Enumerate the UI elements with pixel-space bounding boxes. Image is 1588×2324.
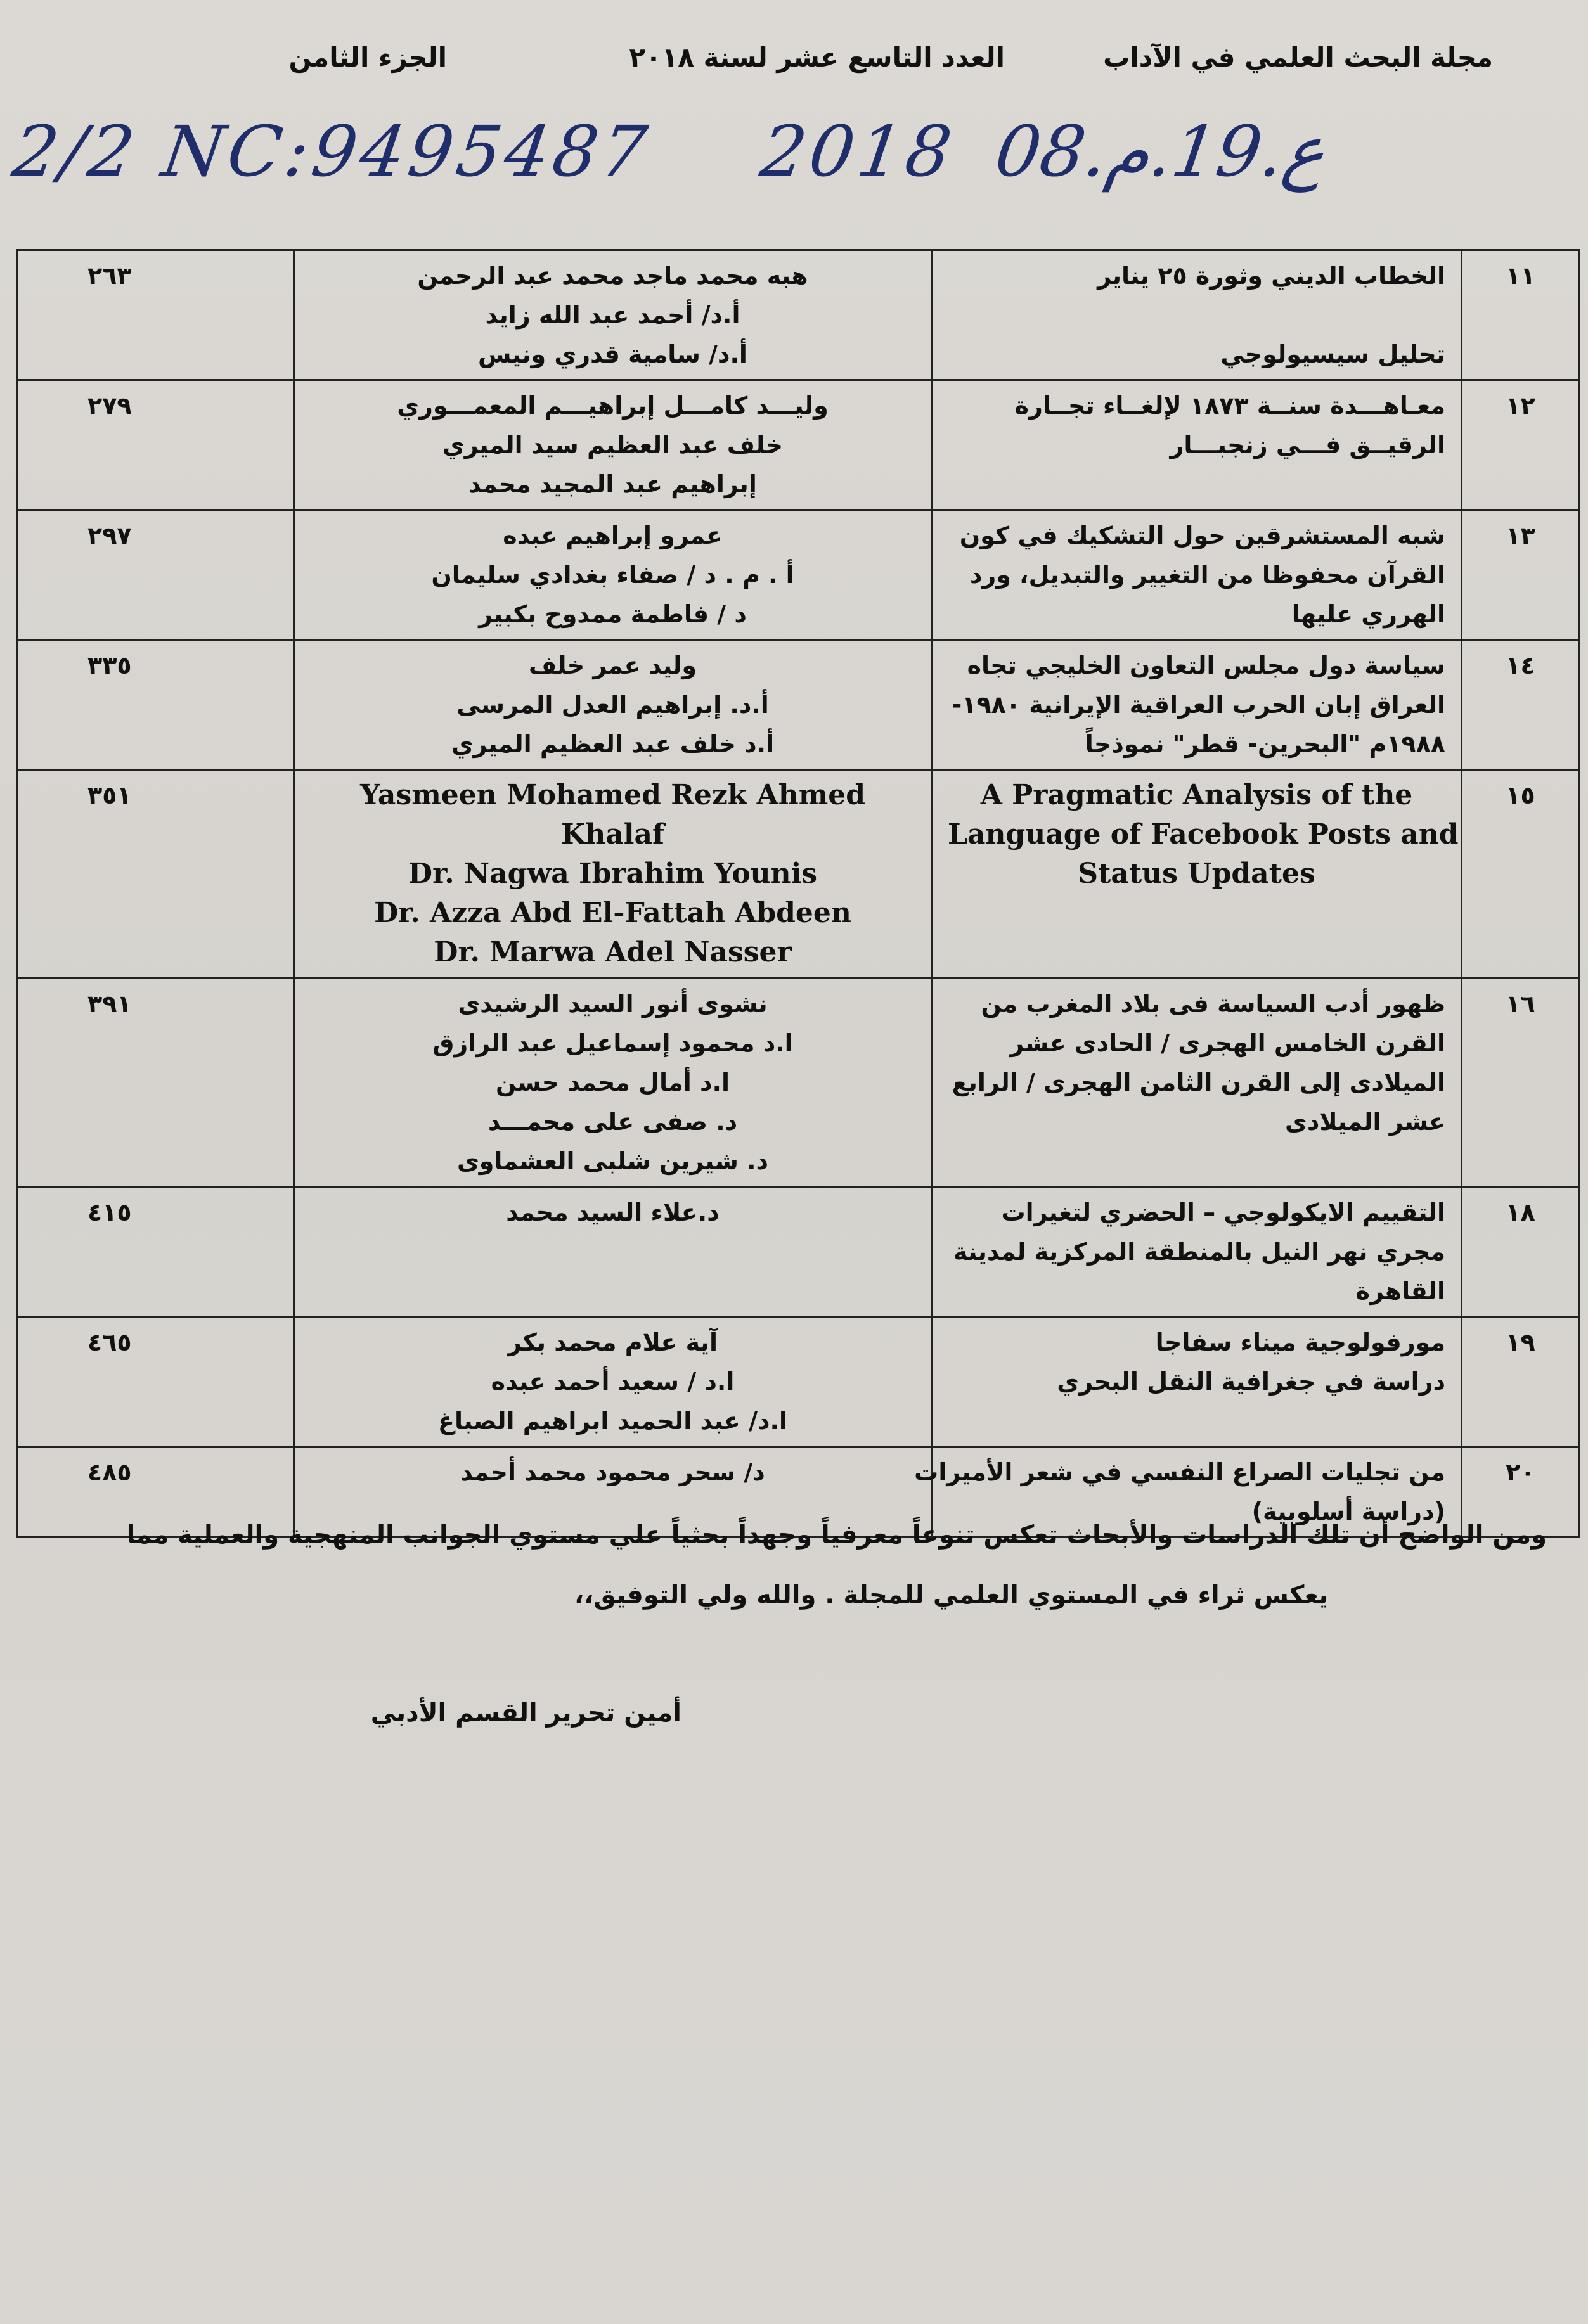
research-authors [294, 1187, 932, 1317]
title-line: معـاهـــدة سنــة ١٨٧٣ لإلغــاء تجــارة [1014, 392, 1445, 420]
research-authors [294, 1317, 932, 1447]
author-line: ا.د محمود إسماعيل عبد الرازق [432, 1029, 793, 1057]
row-number: ١٩ [1462, 1317, 1580, 1447]
row-number: ١٤ [1462, 640, 1580, 770]
title-line: الخطاب الديني وثورة ٢٥ يناير [1097, 262, 1445, 290]
page-number: ٤٦٥ [17, 1317, 294, 1447]
author-line: هبه محمد ماجد محمد عبد الرحمن [417, 262, 808, 290]
handwritten-annotation [0, 111, 1535, 206]
author-line: ا.د/ عبد الحميد ابراهيم الصباغ [438, 1407, 787, 1435]
research-authors [294, 640, 932, 770]
author-line: إبراهيم عبد المجيد محمد [468, 470, 757, 498]
title-line: القاهرة [1355, 1277, 1445, 1305]
author-line: Dr. Nagwa Ibrahim Younis [408, 857, 818, 890]
research-authors [294, 770, 932, 979]
author-line: وليد عمر خلف [528, 652, 697, 679]
title-line: (دراسة أسلوبية) [1251, 1498, 1445, 1525]
closing-line-2: يعكس ثراء في المستوي العلمي للمجلة . والله ولي التوفيق،، [574, 1581, 1328, 1610]
title-line: القرن الخامس الهجرى / الحادى عشر [1010, 1029, 1445, 1057]
title-line: القرآن محفوظا من التغيير والتبديل، ورد [969, 561, 1445, 589]
contents-table-body [17, 250, 1580, 1538]
title-line: A Pragmatic Analysis of the [980, 779, 1413, 811]
title-line: عشر الميلادى [1285, 1108, 1445, 1136]
journal-title: مجلة البحث العلمي في الآداب [1103, 42, 1493, 73]
page-number: ٢٩٧ [17, 510, 294, 640]
research-authors [294, 979, 932, 1187]
page-number: ٣٣٥ [17, 640, 294, 770]
row-number: ١٣ [1462, 510, 1580, 640]
handwritten-year: 2018 [756, 111, 960, 192]
title-line: الميلادى إلى القرن الثامن الهجرى / الرابع [952, 1069, 1445, 1096]
title-line: مورفولوجية ميناء سفاجا [1155, 1328, 1445, 1356]
table-row [17, 1317, 1580, 1447]
closing-line-1: ومن الواضح أن تلك الدراسات والأبحاث تعكس تنوعاً معرفياً وجهداً بحثياً علي مستوي الجوانب المنهجية والعملية مما [126, 1520, 1547, 1550]
research-title [932, 979, 1462, 1187]
contents-table-wrapper [16, 249, 1535, 1525]
row-number: ١٢ [1462, 380, 1580, 510]
author-line: ا.د أمال محمد حسن [495, 1069, 730, 1096]
research-title [932, 250, 1462, 380]
title-line: ١٩٨٨م "البحرين- قطر" نموذجاً [1085, 730, 1445, 758]
research-title [932, 1317, 1462, 1447]
author-line: Yasmeen Mohamed Rezk Ahmed [359, 779, 866, 811]
title-line: ظهور أدب السياسة فى بلاد المغرب من [981, 990, 1445, 1018]
title-line: شبه المستشرقين حول التشكيك في كون [959, 522, 1445, 549]
contents-table [16, 249, 1580, 1538]
research-title [932, 1187, 1462, 1317]
author-line: آية علام محمد بكر [507, 1328, 718, 1356]
title-line: دراسة في جغرافية النقل البحري [1057, 1368, 1445, 1396]
author-line: د. شيرين شلبى العشماوى [456, 1147, 769, 1175]
title-line: التقييم الايكولوجي – الحضري لتغيرات [1001, 1198, 1445, 1226]
author-line: ا.د / سعيد أحمد عبده [491, 1368, 735, 1396]
research-title [932, 770, 1462, 979]
author-line: عمرو إبراهيم عبده [503, 522, 723, 549]
author-line: د.علاء السيد محمد [506, 1198, 720, 1226]
title-line [948, 295, 1445, 335]
row-number: ٢٠ [1462, 1447, 1580, 1538]
author-line: د. صفى على محمـــد [487, 1108, 738, 1136]
row-number: ١٨ [1462, 1187, 1580, 1317]
author-line: أ.د/ سامية قدري ونيس [478, 340, 747, 368]
research-authors [294, 250, 932, 380]
author-line: أ.د/ أحمد عبد الله زايد [485, 301, 740, 329]
author-line: أ.د. إبراهيم العدل المرسى [456, 691, 769, 719]
title-line: سياسة دول مجلس التعاون الخليجي تجاه [967, 652, 1445, 679]
author-line: د/ سحر محمود محمد أحمد [460, 1458, 765, 1486]
author-line: د / فاطمة ممدوح بكبير [479, 600, 747, 628]
author-line: نشوى أنور السيد الرشيدى [458, 990, 768, 1018]
row-number: ١٦ [1462, 979, 1580, 1187]
title-line: الرقيــق فـــي زنجبـــار [1170, 431, 1445, 459]
research-authors [294, 510, 932, 640]
title-line: العراق إبان الحرب العراقية الإيرانية ١٩٨٠- [952, 691, 1445, 719]
running-header [190, 42, 1493, 86]
title-line: مجري نهر النيل بالمنطقة المركزية لمدينة [953, 1238, 1445, 1266]
research-title [932, 380, 1462, 510]
research-title [932, 510, 1462, 640]
table-row [17, 510, 1580, 640]
research-authors [294, 380, 932, 510]
author-line: Dr. Marwa Adel Nasser [434, 936, 792, 968]
title-line: Language of Facebook Posts and [948, 818, 1459, 851]
page-number: ٣٩١ [17, 979, 294, 1187]
author-line: خلف عبد العظيم سيد الميري [442, 431, 784, 459]
author-line: أ.د خلف عبد العظيم الميري [451, 730, 775, 758]
page-number: ٢٧٩ [17, 380, 294, 510]
title-line: من تجليات الصراع النفسي في شعر الأميرات [914, 1458, 1445, 1486]
author-line: Khalaf [561, 818, 664, 851]
author-line: وليـــد كامـــل إبراهيـــم المعمـــوري [397, 392, 829, 420]
page-number: ٢٦٣ [17, 250, 294, 380]
research-title [932, 640, 1462, 770]
table-row [17, 1187, 1580, 1317]
table-row [17, 380, 1580, 510]
page-number: ٤٨٥ [17, 1447, 294, 1538]
author-line: أ . م . د / صفاء بغدادي سليمان [431, 561, 794, 589]
editor-signature: أمين تحرير القسم الأدبي [370, 1698, 681, 1728]
page-number: ٤١٥ [17, 1187, 294, 1317]
closing-paragraph [126, 1505, 1547, 1626]
table-row [17, 770, 1580, 979]
author-line: Dr. Azza Abd El-Fattah Abdeen [374, 897, 851, 929]
handwritten-date: 08.ع.19.م [990, 111, 1331, 192]
part-info: الجزء الثامن [288, 42, 447, 73]
table-row [17, 979, 1580, 1187]
title-line: الهرري عليها [1291, 600, 1445, 628]
row-number: ١٥ [1462, 770, 1580, 979]
table-row [17, 250, 1580, 380]
issue-info: العدد التاسع عشر لسنة ٢٠١٨ [629, 42, 1005, 73]
row-number: ١١ [1462, 250, 1580, 380]
title-line: تحليل سيسيولوجي [1220, 340, 1445, 368]
title-line: Status Updates [1078, 857, 1315, 890]
page-number: ٣٥١ [17, 770, 294, 979]
table-row [17, 640, 1580, 770]
handwritten-code: 2/2 NC:9495487 [8, 111, 655, 192]
